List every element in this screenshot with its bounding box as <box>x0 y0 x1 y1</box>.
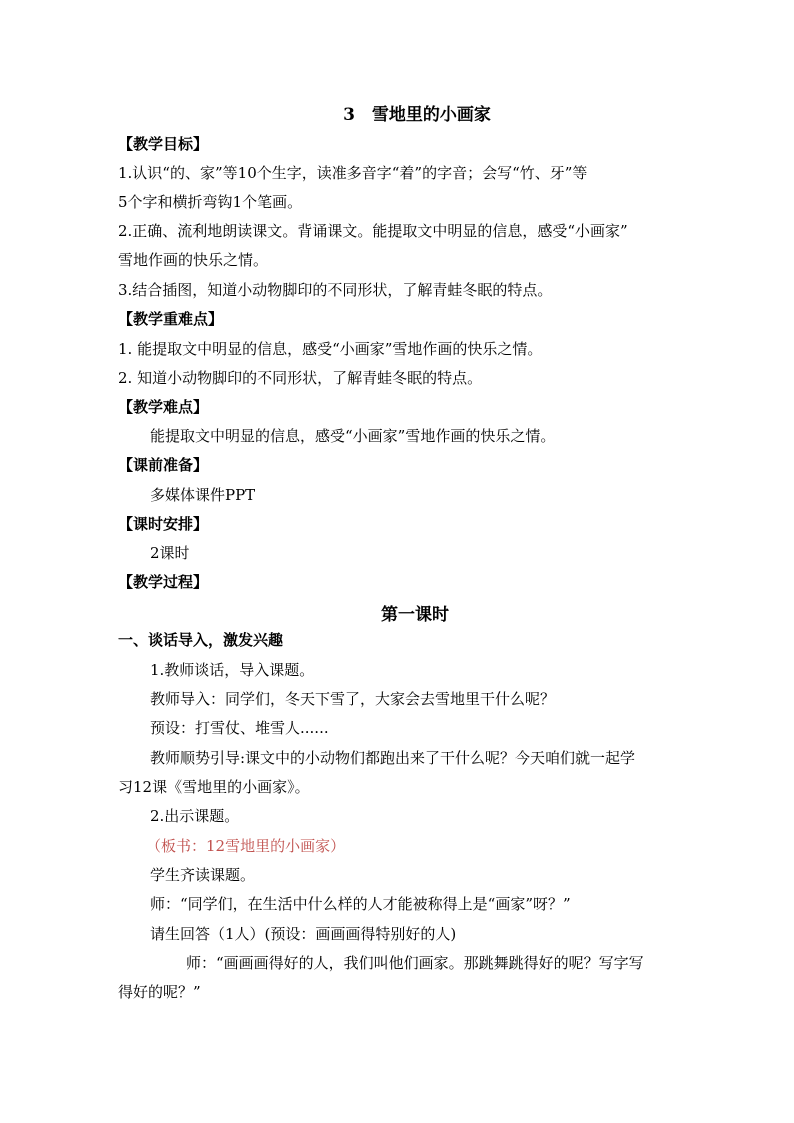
lesson-1-title: 第一课时 <box>381 605 449 625</box>
lesson-1-paragraph-7: 学生齐读课题。 <box>150 866 256 884</box>
lesson-1-paragraph-2: 教师导入：同学们，冬天下雪了，大家会去雪地里干什么呢？ <box>150 690 556 708</box>
lesson-1-paragraph-9: 请生回答（1人）(预设：画画画得特别好的人) <box>150 925 457 943</box>
key-point-1: 1. 能提取文中明显的信息，感受“小画家”雪地作画的快乐之情。 <box>118 340 543 358</box>
key-points-heading: 【教学重难点】 <box>118 310 224 328</box>
preparation-1: 多媒体课件PPT <box>150 486 256 504</box>
preparation-heading: 【课前准备】 <box>118 456 209 474</box>
lesson-1-paragraph-5: 2.出示课题。 <box>150 807 240 825</box>
schedule-heading: 【课时安排】 <box>118 515 209 533</box>
lesson-1-paragraph-4-line-2: 习12课《雪地里的小画家》。 <box>118 778 310 796</box>
lesson-1-paragraph-3: 预设：打雪仗、堆雪人...... <box>150 719 329 737</box>
process-heading: 【教学过程】 <box>118 573 209 591</box>
lesson-1-paragraph-4-line-1: 教师顺势引导:课文中的小动物们都跑出来了干什么呢？今天咱们就一起学 <box>150 749 636 767</box>
board-writing-note: （板书：12雪地里的小画家） <box>146 837 346 855</box>
goal-1-line-1: 1.认识“的、家”等10个生字，读准多音字“着”的字音；会写“竹、牙”等 <box>118 164 588 182</box>
page-title: 3 雪地里的小画家 <box>343 105 491 125</box>
goals-heading: 【教学目标】 <box>118 135 209 153</box>
goal-1-line-2: 5个字和横折弯钩1个笔画。 <box>118 193 303 211</box>
goal-2-line-1: 2.正确、流利地朗读课文。背诵课文。能提取文中明显的信息，感受“小画家” <box>118 222 628 240</box>
goal-3: 3.结合插图，知道小动物脚印的不同形状，了解青蛙冬眠的特点。 <box>118 281 553 299</box>
difficulty-1: 能提取文中明显的信息，感受“小画家”雪地作画的快乐之情。 <box>150 427 556 445</box>
difficulty-heading: 【教学难点】 <box>118 398 209 416</box>
key-point-2: 2. 知道小动物脚印的不同形状，了解青蛙冬眠的特点。 <box>118 369 483 387</box>
schedule-1: 2课时 <box>150 544 190 562</box>
lesson-1-paragraph-8: 师：“同学们，在生活中什么样的人才能被称得上是“画家”呀？” <box>150 895 571 913</box>
part-1-heading: 一、谈话导入，激发兴趣 <box>118 631 284 649</box>
lesson-1-paragraph-10-line-1: 师：“画画画得好的人，我们叫他们画家。那跳舞跳得好的呢？写字写 <box>186 954 644 972</box>
lesson-1-paragraph-10-line-2: 得好的呢？” <box>118 983 201 1001</box>
goal-2-line-2: 雪地作画的快乐之情。 <box>118 251 269 269</box>
lesson-1-paragraph-1: 1.教师谈话，导入课题。 <box>150 661 315 679</box>
